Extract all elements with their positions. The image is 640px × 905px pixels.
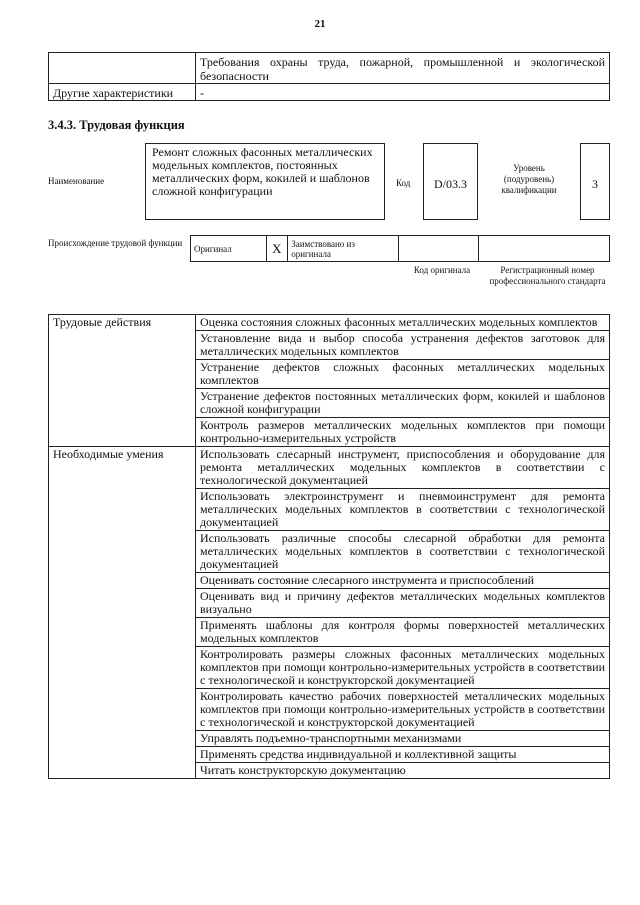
requirements-table (48, 52, 610, 101)
section-title: 3.4.3. Трудовая функция (48, 118, 185, 132)
original-label: Оригинал (191, 236, 267, 262)
original-mark: X (266, 236, 288, 262)
table-row (49, 447, 610, 489)
list-item: Использовать слесарный инструмент, приспособления и оборудование для ремонта металлических модельных комплектов в соответствии с технологической документацией (196, 447, 610, 489)
row-label (49, 53, 196, 84)
list-item: Оценивать состояние слесарного инструмента и приспособлений (196, 573, 610, 589)
list-item: Контролировать размеры сложных фасонных металлических модельных комплектов при помощи контрольно-измерительных устройств в соответствии с технологической и конструкторской документацией (196, 647, 610, 689)
row-value: - (196, 84, 610, 101)
category-cell: Трудовые действия (49, 315, 196, 447)
page-number: 21 (314, 18, 326, 30)
table-row (191, 236, 610, 262)
list-item: Управлять подъемно-транспортными механизмами (196, 731, 610, 747)
list-item: Устранение дефектов сложных фасонных металлических модельных комплектов (196, 360, 610, 389)
origin-table (190, 235, 610, 262)
list-item: Применять шаблоны для контроля формы поверхностей металлических модельных комплектов (196, 618, 610, 647)
list-item: Оценивать вид и причину дефектов металлических модельных комплектов визуально (196, 589, 610, 618)
category-cell: Необходимые умения (49, 447, 196, 779)
list-item: Читать конструкторскую документацию (196, 763, 610, 779)
function-name: Ремонт сложных фасонных металлических модельных комплектов, постоянных металлических форм, кокилей и шаблонов сложной конфигурации (145, 143, 385, 220)
list-item: Контроль размеров металлических модельных комплектов при помощи контрольно-измерительных устройств (196, 418, 610, 447)
table-row (49, 53, 610, 84)
code-caption: Код оригинала (413, 265, 471, 275)
list-item: Контролировать качество рабочих поверхностей металлических модельных комплектов при помощи контрольно-измерительных устройств в соответствии с технологической и конструкторской документацией (196, 689, 610, 731)
name-label: Наименование (48, 176, 105, 186)
borrowed-label: Заимствовано из оригинала (288, 236, 399, 262)
code-label: Код (396, 178, 411, 188)
row-label: Другие характеристики (49, 84, 196, 101)
origin-label: Происхождение трудовой функции (48, 238, 183, 248)
qualification-level: 3 (580, 143, 610, 220)
table-row (49, 315, 610, 331)
table-row (49, 84, 610, 101)
list-item: Использовать электроинструмент и пневмоинструмент для ремонта металлических модельных комплектов в соответствии с технологической документацией (196, 489, 610, 531)
list-item: Устранение дефектов постоянных металлических форм, кокилей и шаблонов сложной конфигурации (196, 389, 610, 418)
list-item: Применять средства индивидуальной и коллективной защиты (196, 747, 610, 763)
list-item: Использовать различные способы слесарной обработки для ремонта металлических модельных комплектов в соответствии с технологической документацией (196, 531, 610, 573)
function-code: D/03.3 (423, 143, 478, 220)
list-item: Оценка состояния сложных фасонных металлических модельных комплектов (196, 315, 610, 331)
row-value: Требования охраны труда, пожарной, промышленной и экологической безопасности (196, 53, 610, 84)
reg-caption: Регистрационный номер профессионального стандарта (489, 265, 606, 286)
function-details-table (48, 314, 610, 779)
level-label: Уровень (подуровень) квалификации (501, 163, 557, 195)
origin-reg-cell (478, 236, 609, 262)
list-item: Установление вида и выбор способа устранения дефектов заготовок для металлических модельных комплектов (196, 331, 610, 360)
origin-code-cell (398, 236, 478, 262)
